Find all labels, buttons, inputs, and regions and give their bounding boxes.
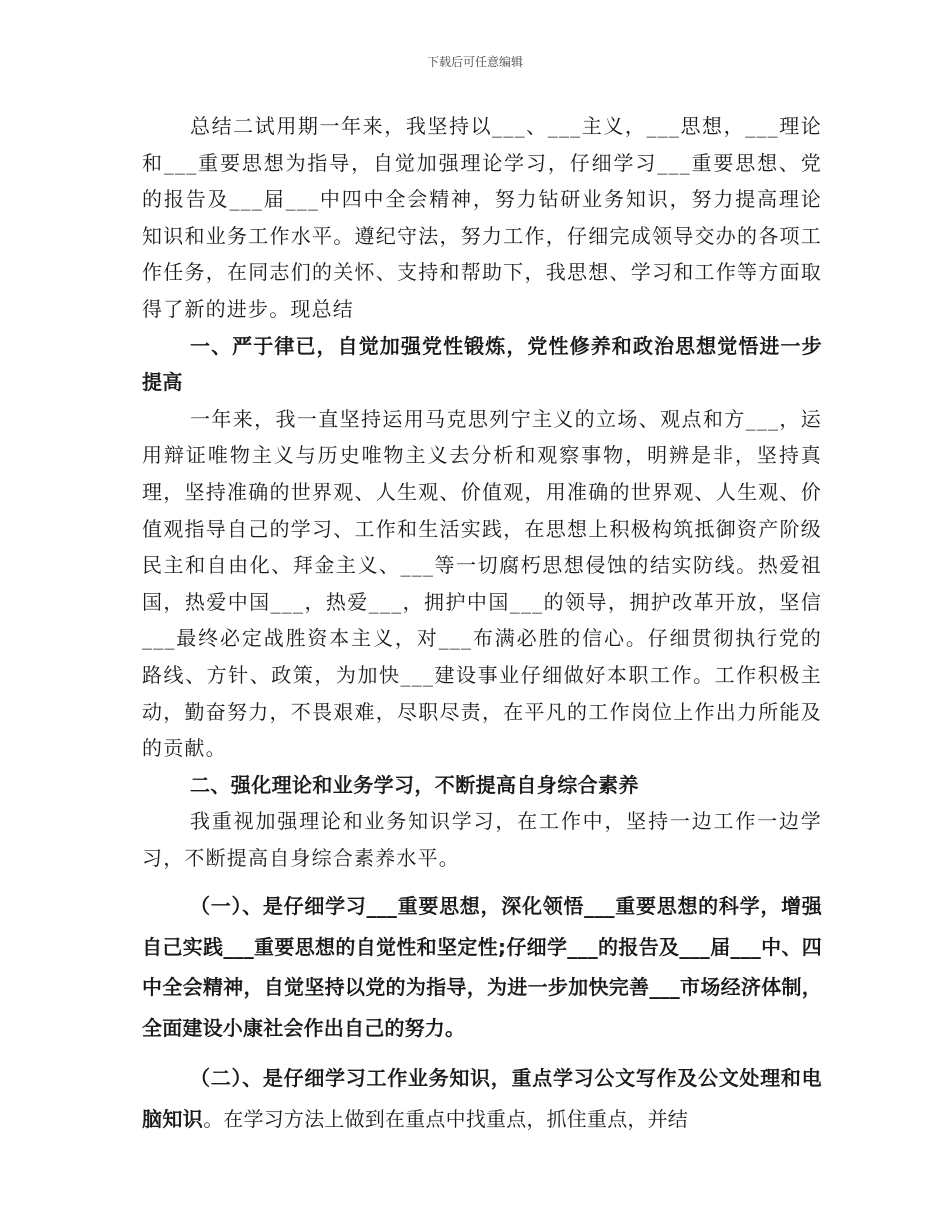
subsection-2-text: 。在学习方法上做到在重点中找重点，抓住重点，并结 [203,1106,689,1131]
section-2-paragraph: 我重视加强理论和业务知识学习，在工作中，坚持一边工作一边学习，不断提高自身综合素养水平。 [142,809,822,870]
subsection-1: （一）、是仔细学习___重要思想，深化领悟___重要思想的科学，增强自己实践___重要思想的自觉性和坚定性;仔细学___的报告及___届___中、四中全会精神，自觉坚持以党的为指导，为进一步加快完善___市场经济体制，全面建设小康社会作出自己的努力。 [142,894,822,1040]
subsection-2-lead: （二）、是仔细学习工作业务知识，重点学习公文写作及公文处理和电脑知识 [142,1066,822,1131]
intro-paragraph: 总结二试用期一年来，我坚持以___、___主义，___思想，___理论和___重要思想为指导，自觉加强理论学习，仔细学习___重要思想、党的报告及___届___中四中全会精神，努力钻研业务知识，努力提高理论知识和业务工作水平。遵纪守法，努力工作，仔细完成领导交办的各项工作任务，在同志们的关怀、支持和帮助下，我思想、学习和工作等方面取得了新的进步。现总结 [142,114,822,321]
document-body [142,108,822,1139]
section-heading-2: 二、强化理论和业务学习，不断提高自身综合素养 [190,772,639,797]
page-header: 下载后可任意编辑 [426,55,523,69]
subsection-2 [142,1058,822,1139]
section-heading-1: 一、严于律已，自觉加强党性锻炼，党性修养和政治思想觉悟进一步提高 [142,333,822,395]
section-1-paragraph: 一年来，我一直坚持运用马克思列宁主义的立场、观点和方___，运用辩证唯物主义与历史唯物主义去分析和观察事物，明辨是非，坚持真理，坚持准确的世界观、人生观、价值观，用准确的世界观、人生观、价值观指导自己的学习、工作和生活实践，在思想上积极构筑抵御资产阶级民主和自由化、拜金主义、___等一切腐朽思想侵蚀的结实防线。热爱祖国，热爱中国___，热爱___，拥护中国___的领导，拥护改革开放，坚信___最终必定战胜资本主义，对___布满必胜的信心。仔细贯彻执行党的路线、方针、政策，为加快___建设事业仔细做好本职工作。工作积极主动，勤奋努力，不畏艰难，尽职尽责，在平凡的工作岗位上作出力所能及的贡献。 [142,406,822,761]
